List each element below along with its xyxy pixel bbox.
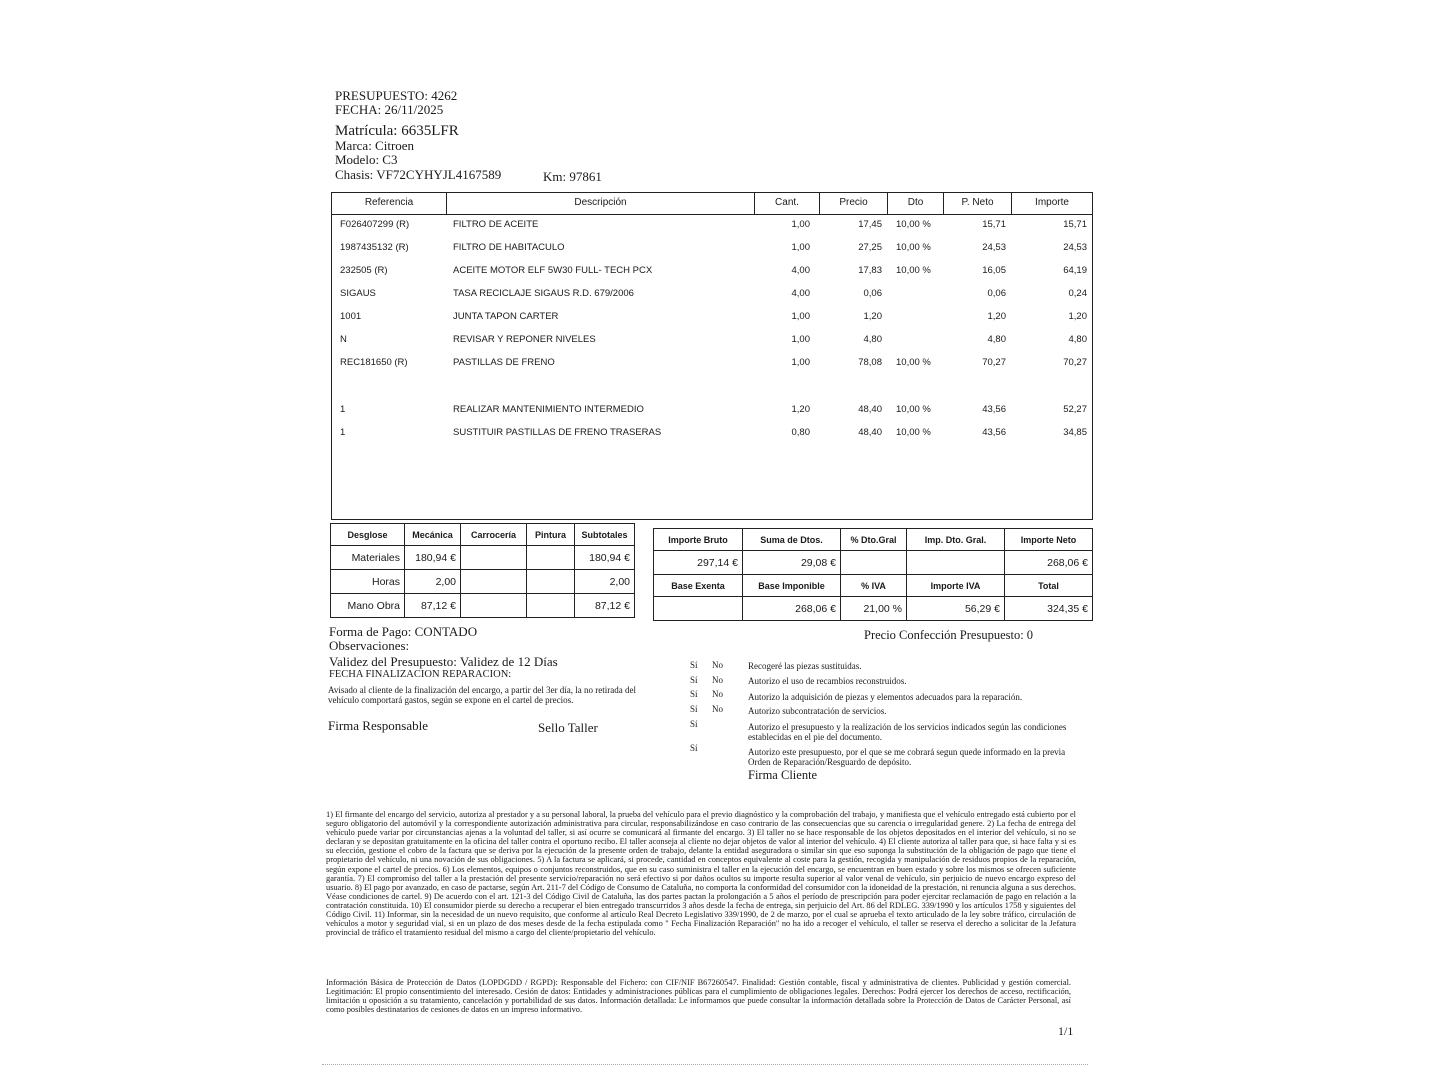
cell-cant: 0,80: [791, 427, 810, 438]
importe-neto: 268,06 €: [1005, 551, 1093, 575]
cell-ref: 1987435132 (R): [340, 242, 409, 253]
cell-importe: 64,19: [1063, 265, 1087, 276]
check-si: Sí: [690, 675, 698, 685]
cell-desc: JUNTA TAPON CARTER: [453, 311, 559, 322]
table-row: [654, 597, 1093, 621]
check-si: Sí: [690, 704, 698, 714]
cell-dto: 10,00 %: [896, 427, 931, 438]
desglose-head-cell: Desglose: [331, 524, 405, 546]
desglose-header: [331, 524, 635, 546]
cell-ref: 232505 (R): [340, 265, 388, 276]
fecha-finalizacion: FECHA FINALIZACION REPARACION:: [329, 669, 512, 680]
iva-percent: 21,00 %: [841, 597, 907, 621]
table-row: [332, 311, 1092, 329]
check-si: Sí: [690, 719, 698, 729]
cell-precio: 78,08: [858, 357, 882, 368]
importe-iva: 56,29 €: [907, 597, 1005, 621]
cell-cant: 1,00: [791, 242, 810, 253]
check-si: Sí: [690, 743, 698, 753]
table-row: [332, 404, 1092, 422]
totals-header-1: [654, 529, 1093, 551]
cell-importe: 1,20: [1068, 311, 1087, 322]
lines-table-header: [332, 193, 1092, 215]
col-referencia: Referencia: [332, 193, 447, 215]
check-no: No: [712, 704, 723, 714]
check-no: No: [712, 675, 723, 685]
desglose-subtotal: 180,94 €: [575, 546, 635, 570]
importe-bruto: 297,14 €: [654, 551, 743, 575]
total: 324,35 €: [1005, 597, 1093, 621]
matricula: Matrícula: 6635LFR: [335, 123, 459, 139]
cell-neto: 1,20: [987, 311, 1006, 322]
desglose-mecanica: 2,00: [405, 570, 461, 594]
totals-head-cell: % IVA: [841, 575, 907, 597]
aviso-text: Avisado al cliente de la finalización del encargo, a partir del 3er día, la no retirada del vehículo comportará gastos, según se expone en el cartel de precios.: [328, 685, 637, 705]
imp-dto-gral: [907, 551, 1005, 575]
table-row: [332, 288, 1092, 306]
desglose-pintura: [527, 546, 575, 570]
cell-importe: 70,27: [1063, 357, 1087, 368]
suma-dtos: 29,08 €: [743, 551, 841, 575]
precio-confeccion: Precio Confección Presupuesto: 0: [864, 628, 1034, 642]
dto-gral: [841, 551, 907, 575]
table-row: [332, 357, 1092, 375]
check-text: Autorizo la adquisición de piezas y elementos adecuados para la reparación.: [748, 692, 1023, 702]
cell-importe: 4,80: [1068, 334, 1087, 345]
cell-dto: 10,00 %: [896, 219, 931, 230]
col-precio: Precio: [820, 193, 888, 215]
totals-head-cell: Imp. Dto. Gral.: [907, 529, 1005, 551]
fecha: FECHA: 26/11/2025: [335, 102, 444, 117]
cell-precio: 48,40: [858, 404, 882, 415]
legal-conditions: 1) El firmante del encargo del servicio, autoriza al prestador y a su personal laboral, la prueba del vehículo para el previo diagnóstico y la comprobación del trabajo, y manifiesta que el vehículo entregado está cubierto por el seguro obligatorio del automóvil y la correspondiente autorización administrativa para circular, responsabilizándose en caso contrario de las consecuencias que su carencia o irregularidad genere. 2) La fecha de entrega del vehículo puede variar por circunstancias ajenas a la voluntad del taller, si así ocurre se comunicará al firmante del encargo. 3) El taller no se hace responsable de los objetos depositados en el interior del vehículo, si no se declaran y se depositan gratuitamente en la oficina del taller contra el oportuno recibo. El taller aconseja al cliente no dejar objetos de valor al interior del vehículo. 4) El cliente autoriza al taller para que, si hace falta y si es su elección, gestione el cobro de la factura que se deriva por la ejecución de la presente orden de trabajo, delante la entidad aseguradora o similar sin que eso suponga la substitución de la obligación de pago que tiene el propietario del vehículo, ni una novación de sus obligaciones. 5) A la factura se aplicará, si procede, cantidad en conceptos equivalente al coste para la gestión, recogida y manipulación de residuos propios de la reparación, según expone el cartel de precios. 6) Los elementos, equipos o conjuntos reconstruidos, que en su caso suministra el taller en la ejecución del encargo, se encuentran en buen estado y sobre los mismos se ofrecen suficiente garantía. 7) El compromiso del taller a la prestación del presente servicio/reparación no será efectivo si por daños ocultos su importe resulta superior al valor venal de vehículo, sin perjuicio de nuevo encargo expreso del usuario. 8) El pago por avanzado, en caso de pactarse, según Art. 211-7 del Código de Consumo de Cataluña, no comporta la conformidad del consumidor con la idoneidad de la prestación, ni renuncia alguna a sus derechos. Véase condiciones de cartel. 9) De acuerdo con el art. 121-3 del Código Civil de Cataluña, las dos partes pactan la prolongación a 5 años el período de prescripción para poder ejercitar reclamación de pago en relación a la contratación constituida. 10) El consumidor pierde su derecho a recuperar el bien entregado transcurridos 3 años desde la fecha de entrega, sin perjuicio del Art. 86 del RDLEG. 339/1990 y los artículos 1758 y siguientes del Código Civil. 11) Informar, sin la necesidad de un nuevo requisito, que conforme al artículo Real Decreto Legislativo 339/1990, de 2 de marzo, por el cual se aprueba el texto articulado de la ley sobre tráfico, circulación de vehículos a motor y seguridad vial, si en un plazo de dos meses desde de la fecha estipulada como " Fecha Finalización Reparación" no ha ido a recoger el vehículo, el taller se reserva el derecho a solicitar de la Jefatura provincial de tráfico el tratamiento residual del mismo a cargo del cliente/propietario del vehículo.: [326, 810, 1076, 938]
check-si: Sí: [690, 689, 698, 699]
cell-precio: 17,45: [858, 219, 882, 230]
cell-cant: 1,20: [791, 404, 810, 415]
desglose-label: Horas: [331, 570, 405, 594]
check-si: Sí: [690, 660, 698, 670]
cell-precio: 0,06: [863, 288, 882, 299]
totals-head-cell: % Dto.Gral: [841, 529, 907, 551]
validez: Validez del Presupuesto: Validez de 12 Días: [329, 654, 558, 669]
cell-neto: 16,05: [982, 265, 1006, 276]
col-cant: Cant.: [755, 193, 820, 215]
cell-neto: 0,06: [987, 288, 1006, 299]
cell-precio: 4,80: [863, 334, 882, 345]
cell-importe: 52,27: [1063, 404, 1087, 415]
desglose-carroceria: [461, 594, 527, 618]
cell-neto: 24,53: [982, 242, 1006, 253]
lines-table: [331, 192, 1093, 520]
firma-cliente: Firma Cliente: [748, 768, 818, 782]
totals-head-cell: Importe Neto: [1005, 529, 1093, 551]
totals-head-cell: Importe IVA: [907, 575, 1005, 597]
cell-ref: SIGAUS: [340, 288, 376, 299]
check-text: Autorizo el presupuesto y la realización de los servicios indicados según las condiciones establecidas en el pie del documento.: [748, 722, 1067, 742]
sello-taller: Sello Taller: [538, 720, 598, 735]
desglose-subtotal: 87,12 €: [575, 594, 635, 618]
desglose-carroceria: [461, 546, 527, 570]
km: Km: 97861: [543, 169, 602, 184]
cell-desc: TASA RECICLAJE SIGAUS R.D. 679/2006: [453, 288, 634, 299]
chasis: Chasis: VF72CYHYJL4167589: [335, 167, 502, 182]
cell-precio: 48,40: [858, 427, 882, 438]
cell-cant: 1,00: [791, 334, 810, 345]
cell-desc: REVISAR Y REPONER NIVELES: [453, 334, 596, 345]
cell-desc: FILTRO DE HABITACULO: [453, 242, 565, 253]
cell-importe: 34,85: [1063, 427, 1087, 438]
cell-dto: 10,00 %: [896, 404, 931, 415]
desglose-head-cell: Pintura: [527, 524, 575, 546]
cell-ref: 1: [340, 404, 346, 415]
cell-ref: N: [340, 334, 347, 345]
cell-importe: 24,53: [1063, 242, 1087, 253]
modelo: Modelo: C3: [335, 152, 398, 167]
privacy-notice: Información Básica de Protección de Datos (LOPDGDD / RGPD): Responsable del Fichero: con CIF/NIF B67260547. Finalidad: Gestión contable, fiscal y administrativa de clientes. Publicidad y gestión comercial. Legitimación: El propio consentimiento del interesado. Cesión de datos: Entidades y administraciones públicas para el cumplimiento de obligaciones legales. Derechos: Podrá ejercer los derechos de acceso, rectificación, limitación u oposición a su tratamiento, cancelación y portabilidad de sus datos. Información detallada: Le informamos que puede consultar la información detallada sobre la Protección de Datos de Carácter Personal, así como posibles destinatarios de cesiones de datos en un impreso informativo.: [326, 978, 1071, 1015]
desglose-head-cell: Carrocería: [461, 524, 527, 546]
cell-precio: 27,25: [858, 242, 882, 253]
cell-ref: 1001: [340, 311, 362, 322]
cell-precio: 17,83: [858, 265, 882, 276]
desglose-table: [330, 523, 635, 618]
desglose-pintura: [527, 594, 575, 618]
col-neto: P. Neto: [944, 193, 1012, 215]
cell-cant: 4,00: [791, 288, 810, 299]
table-row: [331, 570, 635, 594]
forma-pago: Forma de Pago: CONTADO: [329, 624, 478, 639]
cell-cant: 4,00: [791, 265, 810, 276]
desglose-head-cell: Subtotales: [575, 524, 635, 546]
cell-neto: 43,56: [982, 427, 1006, 438]
table-row: [332, 219, 1092, 237]
table-row: [332, 265, 1092, 283]
check-text: Autorizo el uso de recambios reconstruidos.: [748, 676, 907, 686]
desglose-mecanica: 180,94 €: [405, 546, 461, 570]
cell-neto: 4,80: [987, 334, 1006, 345]
table-row: [331, 546, 635, 570]
marca: Marca: Citroen: [335, 138, 415, 153]
cell-desc: FILTRO DE ACEITE: [453, 219, 539, 230]
totals-head-cell: Suma de Dtos.: [743, 529, 841, 551]
desglose-carroceria: [461, 570, 527, 594]
totals-head-cell: Base Exenta: [654, 575, 743, 597]
cell-precio: 1,20: [863, 311, 882, 322]
desglose-head-cell: Mecánica: [405, 524, 461, 546]
check-text: Recogeré las piezas sustituidas.: [748, 661, 862, 671]
table-row: [332, 242, 1092, 260]
table-row: [332, 427, 1092, 445]
check-no: No: [712, 660, 723, 670]
scan-edge-line: [322, 1064, 1088, 1065]
cell-neto: 43,56: [982, 404, 1006, 415]
check-no: No: [712, 689, 723, 699]
cell-cant: 1,00: [791, 219, 810, 230]
col-dto: Dto: [888, 193, 944, 215]
cell-ref: 1: [340, 427, 346, 438]
col-descripcion: Descripción: [447, 193, 755, 215]
cell-dto: 10,00 %: [896, 357, 931, 368]
cell-importe: 15,71: [1063, 219, 1087, 230]
cell-ref: F026407299 (R): [340, 219, 410, 230]
cell-neto: 15,71: [982, 219, 1006, 230]
desglose-label: Materiales: [331, 546, 405, 570]
cell-desc: ACEITE MOTOR ELF 5W30 FULL- TECH PCX: [453, 265, 653, 276]
cell-desc: REALIZAR MANTENIMIENTO INTERMEDIO: [453, 404, 644, 415]
cell-dto: 10,00 %: [896, 265, 931, 276]
col-importe: Importe: [1012, 193, 1092, 215]
presupuesto-number: PRESUPUESTO: 4262: [335, 88, 458, 103]
base-imponible: 268,06 €: [743, 597, 841, 621]
cell-importe: 0,24: [1068, 288, 1087, 299]
table-row: [331, 594, 635, 618]
totals-header-2: [654, 575, 1093, 597]
cell-ref: REC181650 (R): [340, 357, 408, 368]
page-number: 1/1: [1058, 1024, 1074, 1038]
cell-dto: 10,00 %: [896, 242, 931, 253]
desglose-label: Mano Obra: [331, 594, 405, 618]
cell-cant: 1,00: [791, 357, 810, 368]
cell-desc: SUSTITUIR PASTILLAS DE FRENO TRASERAS: [453, 427, 662, 438]
desglose-pintura: [527, 570, 575, 594]
table-row: [332, 334, 1092, 352]
desglose-subtotal: 2,00: [575, 570, 635, 594]
totals-head-cell: Importe Bruto: [654, 529, 743, 551]
check-text: Autorizo este presupuesto, por el que se me cobrará segun quede informado en la previa Orden de Reparación/Resguardo de depósito.: [748, 747, 1066, 767]
totals-head-cell: Total: [1005, 575, 1093, 597]
firma-responsable: Firma Responsable: [328, 718, 429, 733]
cell-cant: 1,00: [791, 311, 810, 322]
table-row: [654, 551, 1093, 575]
totals-head-cell: Base Imponible: [743, 575, 841, 597]
totals-table: [653, 528, 1093, 621]
check-text: Autorizo subcontratación de servicios.: [748, 706, 887, 716]
cell-desc: PASTILLAS DE FRENO: [453, 357, 555, 368]
desglose-mecanica: 87,12 €: [405, 594, 461, 618]
observaciones: Observaciones:: [329, 638, 410, 653]
cell-neto: 70,27: [982, 357, 1006, 368]
base-exenta: [654, 597, 743, 621]
